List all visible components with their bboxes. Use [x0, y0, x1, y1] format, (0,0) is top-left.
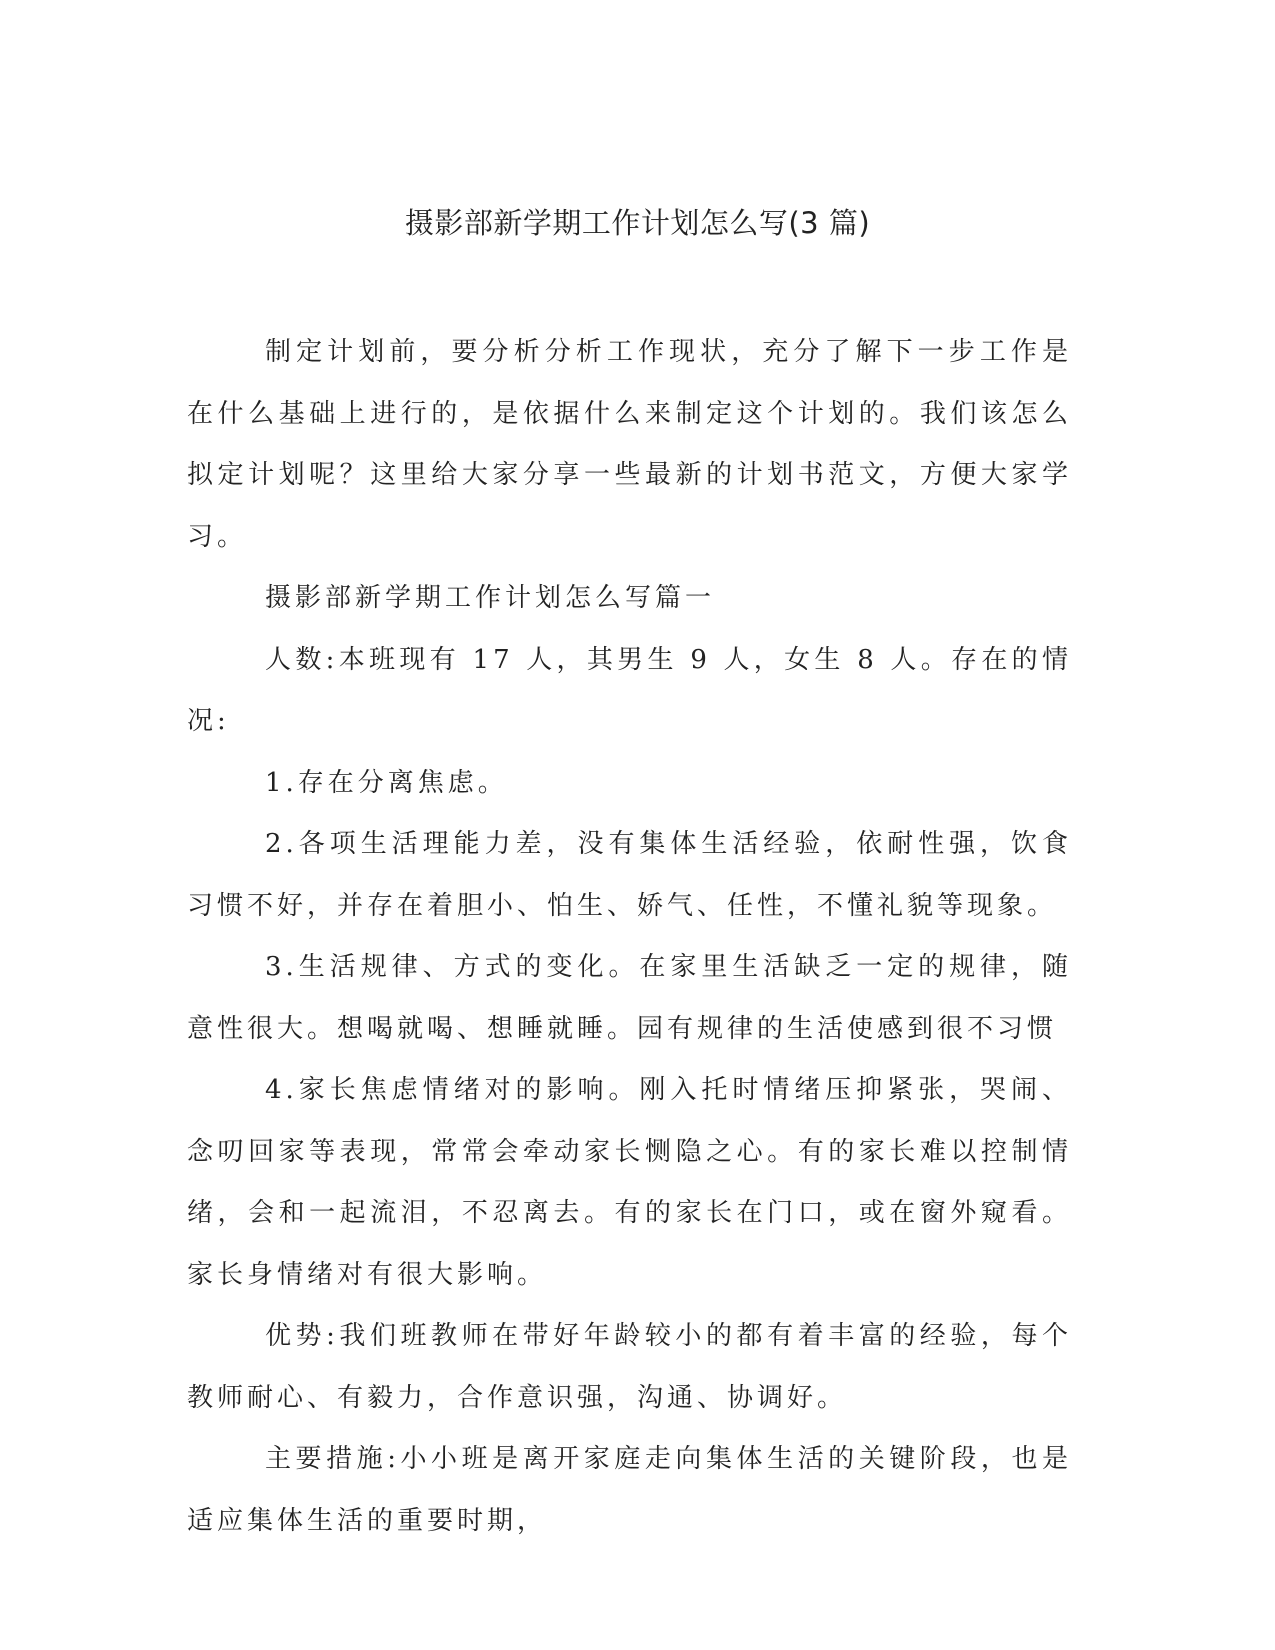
- intro-paragraph: 制定计划前，要分析分析工作现状，充分了解下一步工作是在什么基础上进行的，是依据什么来制定这个计划的。我们该怎么拟定计划呢？这里给大家分享一些最新的计划书范文，方便大家学习。: [187, 337, 1072, 552]
- paragraph: 优势:我们班教师在带好年龄较小的都有着丰富的经验，每个教师耐心、有毅力，合作意识强，沟通、协调好。: [187, 1321, 1072, 1413]
- document-title: 摄影部新学期工作计划怎么写(3 篇): [404, 206, 871, 240]
- list-item: 3.生活规律、方式的变化。在家里生活缺乏一定的规律，随意性很大。想喝就喝、想睡就睡。园有规律的生活使感到很不习惯: [187, 952, 1072, 1044]
- list-item: 4.家长焦虑情绪对的影响。刚入托时情绪压抑紧张，哭闹、念叨回家等表现，常常会牵动家长恻隐之心。有的家长难以控制情绪，会和一起流泪，不忍离去。有的家长在门口，或在窗外窥看。家长身情绪对有很大影响。: [187, 1075, 1072, 1290]
- paragraph: 人数:本班现有 17 人，其男生 9 人，女生 8 人。存在的情况:: [187, 644, 1072, 736]
- paragraph: 主要措施:小小班是离开家庭走向集体生活的关键阶段，也是适应集体生活的重要时期，: [187, 1444, 1072, 1536]
- section-heading: 摄影部新学期工作计划怎么写篇一: [265, 583, 716, 613]
- document-body: [187, 322, 1072, 1552]
- list-item: 1.存在分离焦虑。: [265, 767, 508, 798]
- list-item: 2.各项生活理能力差，没有集体生活经验，依耐性强，饮食习惯不好，并存在着胆小、怕生、娇气、任性，不懂礼貌等现象。: [187, 829, 1072, 921]
